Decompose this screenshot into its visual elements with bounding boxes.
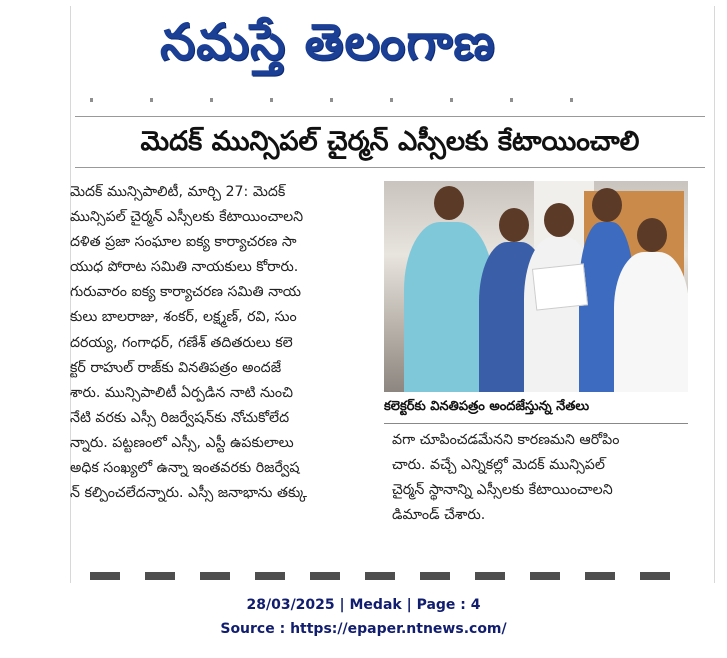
bottom-cut-text-fragment [90,572,690,580]
article-line: అధిక సంఖ్యలో ఉన్నా ఇంతవరకు రిజర్వేష [70,460,300,477]
article-line: న్ కల్పించలేదన్నారు. ఎస్సీ జనాభాను తక్కు [70,485,307,502]
article-line: డిమాండ్ చేశారు. [392,507,486,524]
article-line: వగా చూపించడమేనని కారణమని ఆరోపిం [392,432,620,448]
article-line: మెదక్ మున్సిపాలిటీ, మార్చి 27: మెదక్ [70,184,286,200]
article-line: దరయ్య, గంగాధర్, గణేశ్ తదితరులు కలె [70,334,293,351]
memorandum-paper [532,263,588,310]
article-line: మున్సిపల్ చైర్మన్ ఎస్సీలకు కేటాయించాలని [70,209,304,226]
footer-source: Source : https://epaper.ntnews.com/ [220,621,507,637]
footer-date-edition: 28/03/2025 | Medak | Page : 4 [246,597,481,613]
news-photo [384,181,688,392]
person-head [434,186,464,220]
article-body-column-1 [70,180,370,506]
article-line: చారు. వచ్చే ఎన్నికల్లో మెదక్ మున్సిపల్ [392,457,605,474]
newspaper-masthead: నమస్తే తెలంగాణ [160,13,496,71]
article-line: న్నారు. పట్టణంలో ఎస్సీ, ఎస్టీ ఉపకులాలు [70,434,294,451]
article-line: యుధ పోరాట సమితి నాయకులు కోరారు. [70,259,299,276]
article-line: గురువారం ఐక్య కార్యాచరణ సమితి నాయ [70,284,302,301]
article-line: దళిత ప్రజా సంఘాల ఐక్య కార్యాచరణ సా [70,234,297,251]
person-head [499,208,529,242]
photo-caption: కలెక్టర్‌కు వినతిపత్రం అందజేస్తున్న నేతలు [384,399,590,414]
caption-divider [384,423,688,424]
clipping-right-border [714,6,715,583]
person-head [637,218,667,252]
article-line: చైర్మన్ స్థానాన్ని ఎస్సీలకు కేటాయించాలని [392,482,613,499]
top-divider [90,98,610,102]
article-body-column-2 [392,428,688,528]
article-line: నేటి వరకు ఎస్సీ రిజర్వేషన్‌కు నోచుకోలేద [70,409,290,426]
article-line: కులు బాలరాజు, శంకర్, లక్ష్మణ్, రవి, సుం [70,309,297,326]
person-figure [614,252,688,392]
person-head [544,203,574,237]
article-headline: మెదక్ మున్సిపల్ చైర్మన్ ఎస్సీలకు కేటాయించాలి [75,116,705,168]
person-head [592,188,622,222]
article-line: శారు. మున్సిపాలిటీ ఏర్పడిన నాటి నుంచి [70,384,293,401]
article-line: క్టర్ రాహుల్ రాజ్‌కు వినతిపత్రం అందజే [70,359,282,376]
